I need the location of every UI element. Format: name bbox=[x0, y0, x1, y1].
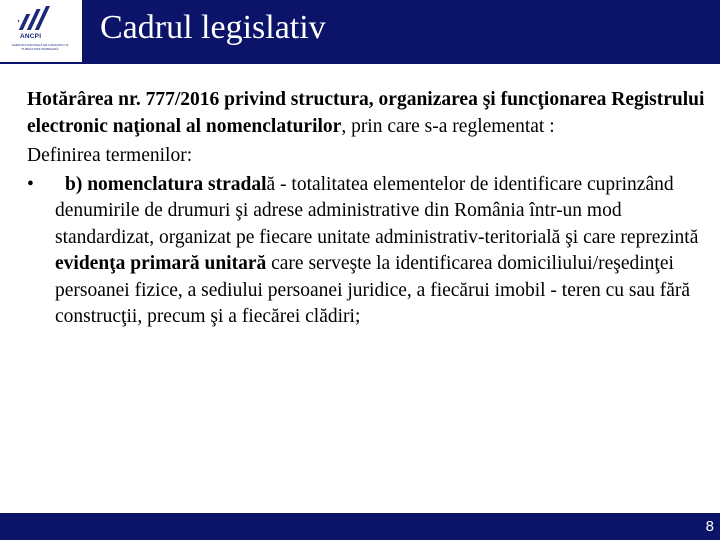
slide-footer bbox=[0, 513, 720, 540]
slide-title: Cadrul legislativ bbox=[100, 9, 326, 46]
bullet-text bbox=[55, 172, 707, 331]
ancpi-logo bbox=[0, 0, 78, 62]
slide-header bbox=[0, 0, 720, 62]
page-number: 8 bbox=[705, 518, 714, 535]
intro-regular-text: , prin care s-a reglementat : bbox=[341, 115, 555, 137]
ancpi-logo-icon bbox=[18, 6, 62, 32]
intro-bold-text: Hotărârea nr. 777/2016 privind structura, organizarea şi funcţionarea Registrului electronic naţional al nomenclaturilor bbox=[27, 89, 705, 137]
bullet-term: b) nomenclatura stradal bbox=[65, 173, 267, 195]
bullet-text-part-2: care serveşte la identificarea domiciliului/reşedinţei persoanei fizice, a sediului persoanei juridice, a fiecărui imobil - teren cu sau fără construcţii, precum şi a fiecărei clădiri; bbox=[55, 253, 691, 327]
logo-subtitle: AGENŢIA NAŢIONALĂ DE CADASTRU ŞI PUBLICITATE IMOBILIARĂ bbox=[11, 43, 69, 51]
header-divider bbox=[0, 62, 720, 64]
bullet-emphasis: evidenţa primară unitară bbox=[55, 253, 267, 274]
bullet-item bbox=[27, 172, 707, 331]
title-bar bbox=[82, 0, 720, 62]
slide-body bbox=[27, 87, 707, 331]
bullet-text-part-1: ă - totalitatea elementelor de identificare cuprinzând denumirile de drumuri şi adrese administrative din România într-un mod standardizat, organizat pe fiecare unitate administrativ-teritorială şi care reprezintă bbox=[55, 173, 699, 248]
intro-paragraph bbox=[27, 87, 707, 140]
definitions-label: Definirea termenilor: bbox=[27, 145, 193, 166]
bullet-marker: • bbox=[27, 173, 34, 195]
logo-name: ANCPI bbox=[20, 33, 42, 40]
